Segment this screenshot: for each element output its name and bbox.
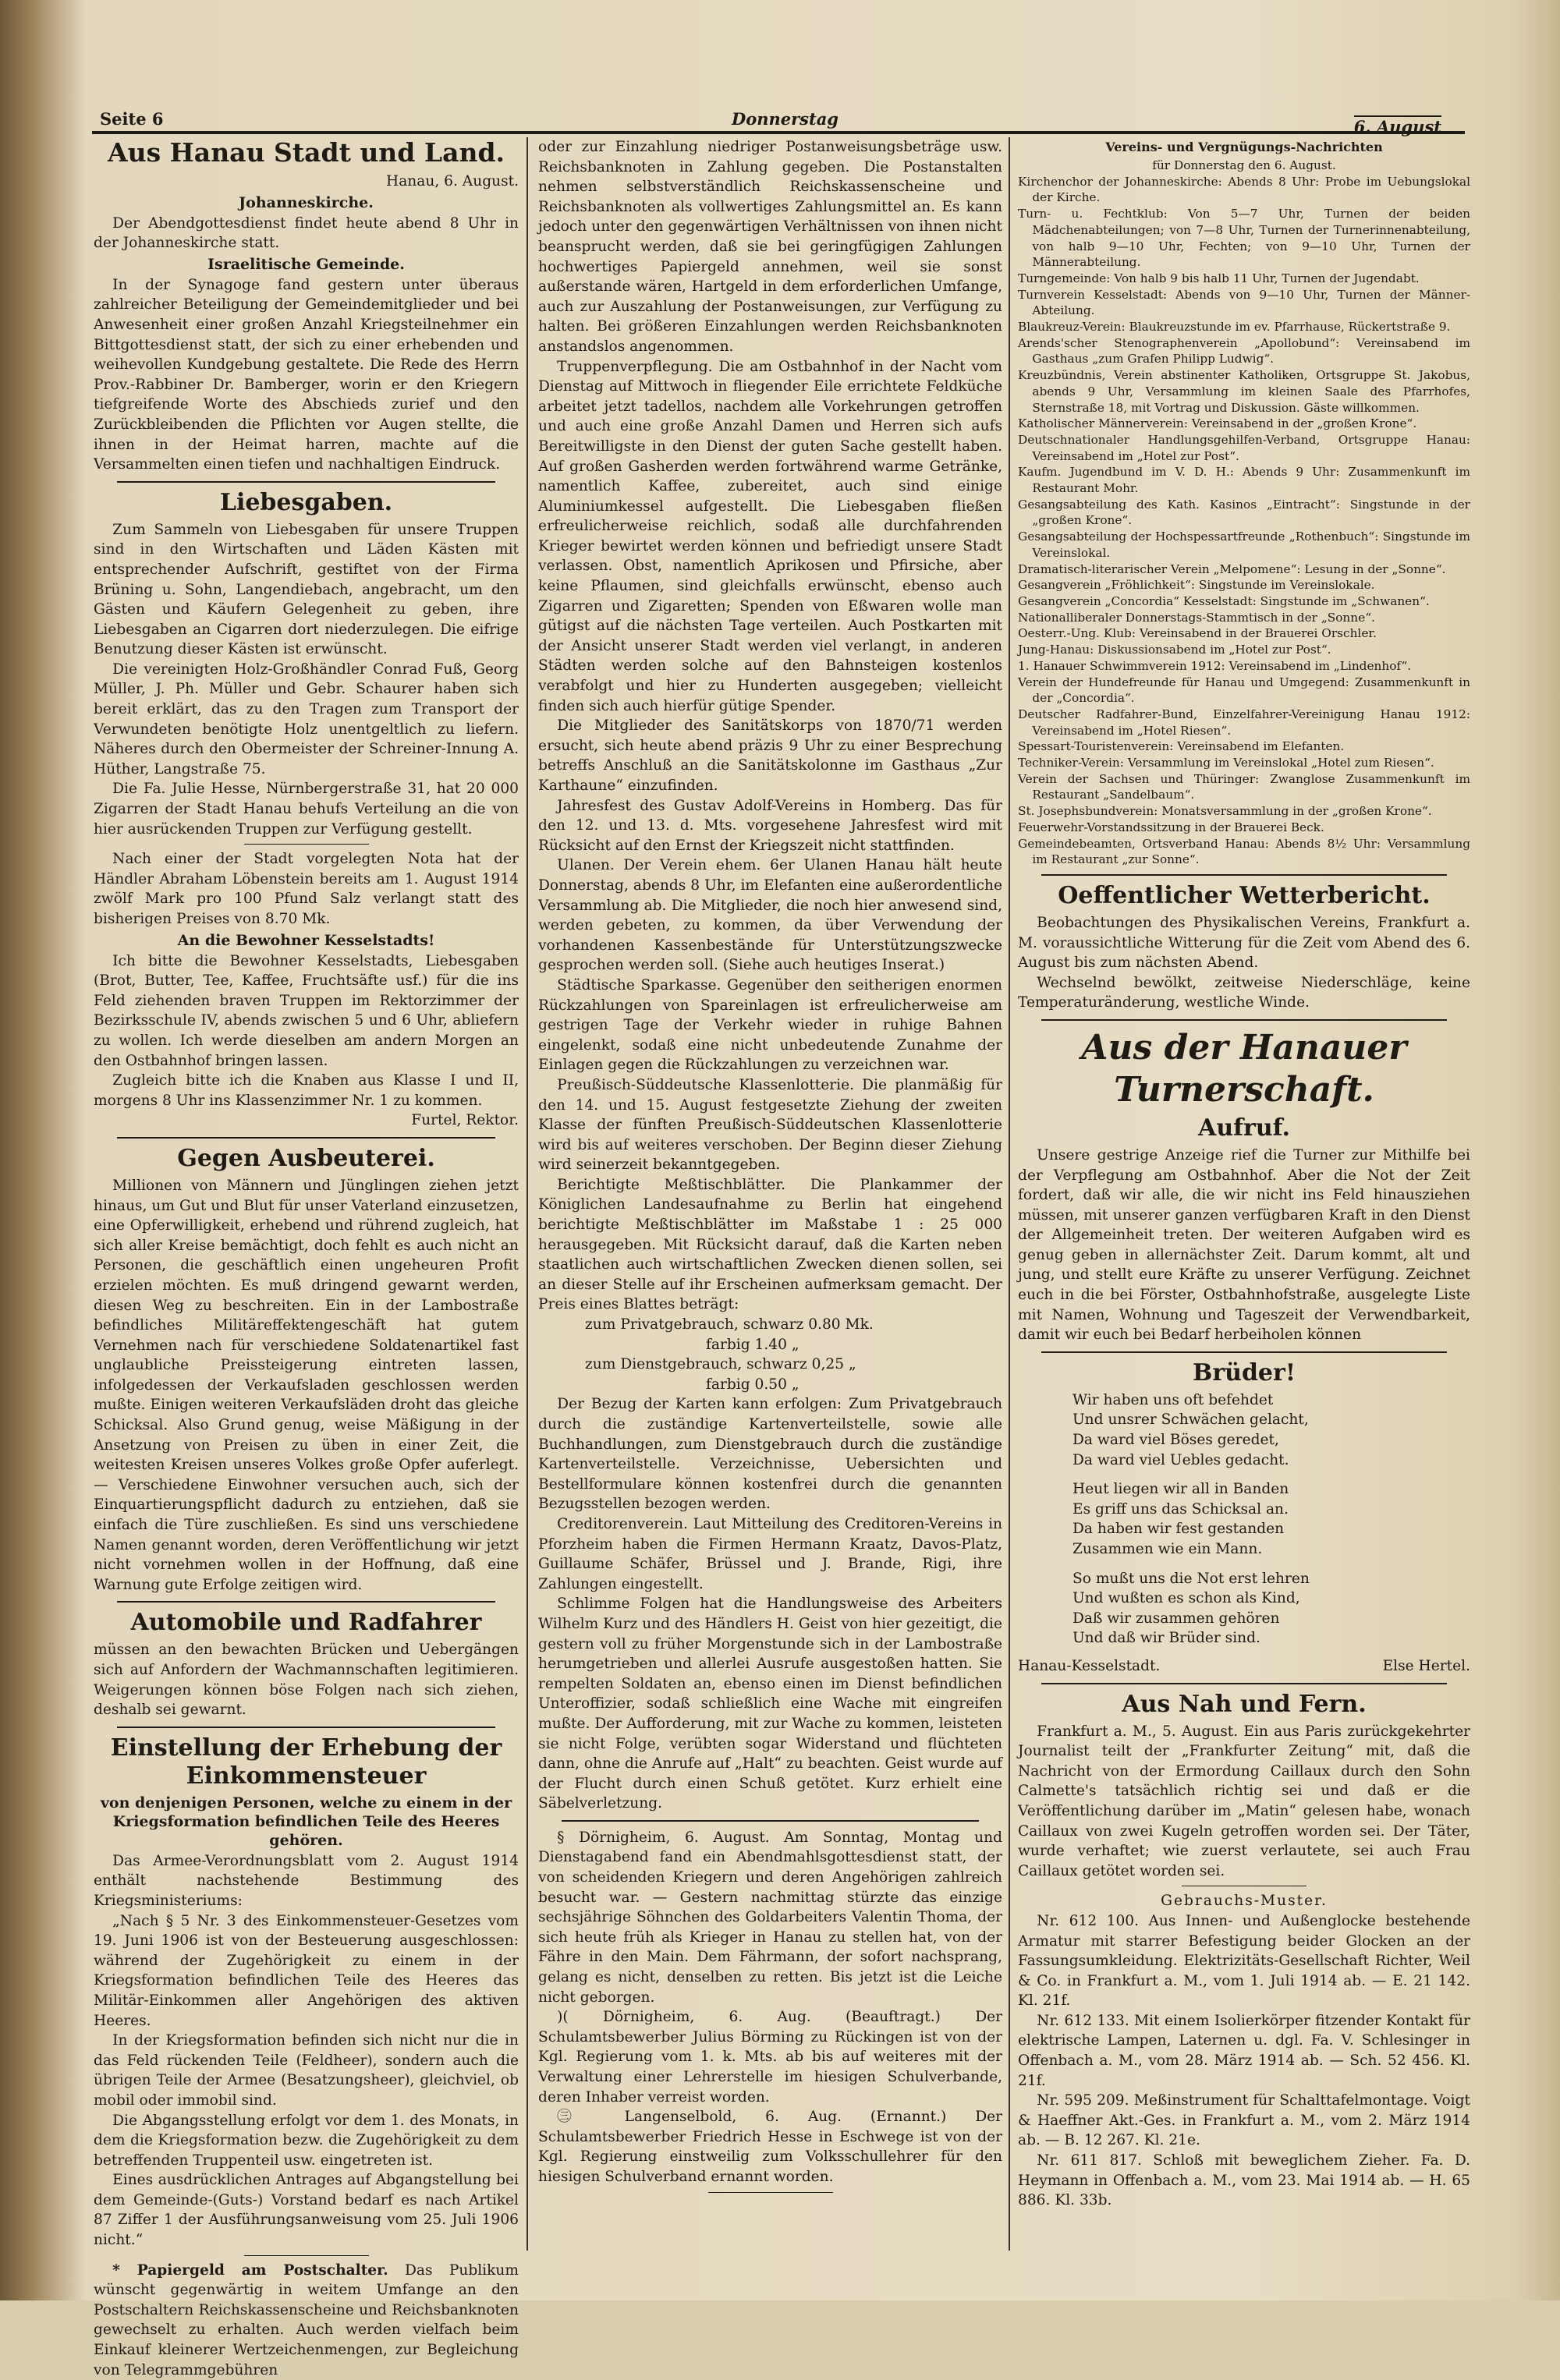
article-heading: Gegen Ausbeuterei. (177, 1144, 435, 1172)
article-text: Eines ausdrücklichen Antrages auf Abgangstellung bei dem Gemeinde-(Guts-) Vorstand bedarf es nach Artikel 87 Ziffer 1 der Ausführungsanweisung vom 25. Juli 1906 nicht.“ (94, 2172, 519, 2249)
club-listing-item: Gesangsabteilung der Hochspessartfreunde „Rothenbuch“: Singstunde im Vereinslokal. (1018, 529, 1470, 560)
poem-line: Und wußten es schon als Kind, (1072, 1590, 1300, 1607)
article-text: Unsere gestrige Anzeige rief die Turner zur Mithilfe bei der Verpflegung am Ostbahnhof. Aber die Not der Zeit fordert, daß wir alle, die wir nicht ins Feld hinausziehen müssen, mit unserer ganzen verfügbaren Kraft in den Dienst der Allgemeinheit treten. Der weiteren Aufgaben wird es genug geben in allernächster Zeit. Darum kommt, alt und jung, und stellt eure Kräfte zu unserer Verfügung. Zeichnet euch in die bei Förster, Ostbahnhofstraße, ausgelegte Liste mit Namen, Wohnung und Tageszeit der Verwendbarkeit, damit wir euch bei Bedarf herbeiholen können (1018, 1146, 1470, 1344)
divider (562, 1820, 979, 1822)
poem-line: Zusammen wie ein Mann. (1072, 1541, 1263, 1557)
article-text: In der Synagoge fand gestern unter überaus zahlreicher Beteiligung der Gemeindemitglieder und bei Anwesenheit einer großen Anzahl Kriegsteilnehmer ein Bittgottesdienst statt, der sich zu einer erhebenden und weihevollen Kundgebung gestaltete. Die Rede des Herrn Prov.-Rabbiner Dr. Bamberger, worin er den Kriegern tiefgreifende Worte des Abschieds zurief und den Zurückbleibenden die Pflichten vor Augen stellte, die ihnen in der Heimat harren, machte auf die Versammelten einen tiefen und nachhaltigen Eindruck. (94, 276, 519, 473)
header-rule (92, 131, 1465, 134)
club-listings (1018, 174, 1470, 868)
article-text: müssen an den bewachten Brücken und Uebergängen sich auf Anfordern der Wachmannschaften legitimieren. Weigerungen können böse Folgen nach sich ziehen, deshalb sei gewarnt. (94, 1642, 519, 1719)
article-text: Zugleich bitte ich die Knaben aus Klasse I und II, morgens 8 Uhr ins Klassenzimmer Nr. 1 zu kommen. (94, 1072, 519, 1109)
club-listing-item: Blaukreuz-Verein: Blaukreuzstunde im ev. Pfarrhause, Rückertstraße 9. (1018, 320, 1451, 335)
article-body: Das Publikum wünscht gegenwärtig in weitem Umfange an den Postschaltern Reichskassenscheine und Reichsbanknoten gewechselt zu erhalten. Auch werden vielfach beim Einkauf kleinerer Wertzeichenmengen, zur Begleichung von Telegrammgebühren (94, 2261, 519, 2378)
poem-footer (1018, 1656, 1470, 1677)
patent-listing-item: Nr. 595 209. Meßinstrument für Schalttafelmontage. Voigt & Haeffner Akt.-Ges. in Frankfurt a. M., vom 2. März 1914 ab. — B. 12 267. Kl. 21e. (1018, 2092, 1470, 2149)
article-text: oder zur Einzahlung niedriger Postanweisungsbeträge usw. Reichsbanknoten in Zahlung gegeben. Die Postanstalten nehmen selbstverständlich Reichskassenscheine und Reichsbanknoten als vollwertiges Zahlungsmittel an. Es kann jedoch unter den gegenwärtigen Verhältnissen von ihnen nicht beansprucht werden, daß sie bei geringfügigen Zahlungen hochwertiges Papiergeld annehmen, weil sie sonst außerstande wären, Hartgeld in dem erforderlichen Umfange, auch zur Auszahlung der Postanweisungen, zur Verfügung zu halten. Bei größeren Einzahlungen werden Reichsbanknoten anstandslos angenommen. (538, 139, 1002, 355)
section-title: Aus Hanau Stadt und Land. (107, 137, 505, 168)
patent-listing-item: Nr. 611 817. Schloß mit beweglichem Zieher. Fa. D. Heymann in Offenbach a. M., vom 23. Mai 1914 ab. — H. 65 886. Kl. 33b. (1018, 2152, 1470, 2209)
poem-author: Else Hertel. (1382, 1657, 1470, 1674)
club-listing-item: Arends'scher Stenographenverein „Apollobund“: Vereinsabend im Gasthaus „zum Grafen Philipp Ludwig“. (1018, 335, 1470, 367)
article-text: Frankfurt a. M., 5. August. Ein aus Paris zurückgekehrter Journalist teilt der „Frankfurter Zeitung“ mit, daß die Nachricht von der Ermordung Caillaux durch den Sohn Calmette's tatsächlich richtig sei und daß er die Veröffentlichung darüber im „Matin“ gelesen habe, wonach Caillaux von zwei Kugeln getroffen worden sei. Der Täter, wurde verhaftet; wie zuerst verlautete, sei auch Frau Caillaux getötet worden sei. (1018, 1723, 1470, 1879)
weekday: Donnerstag (732, 109, 838, 129)
club-listing-item: Deutscher Radfahrer-Bund, Einzelfahrer-Vereinigung Hanau 1912: Vereinsabend im „Hotel Riesen“. (1018, 707, 1470, 738)
stanza-break (1018, 1470, 1470, 1479)
article-lead: * Papiergeld am Postschalter. (112, 2261, 388, 2279)
patent-listings (1018, 1911, 1470, 2211)
divider (117, 481, 495, 483)
divider (117, 1727, 495, 1728)
club-listing-item: Dramatisch-literarischer Verein „Melpomene“: Lesung in der „Sonne“. (1018, 561, 1446, 576)
divider (708, 2192, 833, 2193)
article-text: Nach einer der Stadt vorgelegten Nota hat der Händler Abraham Löbenstein bereits am 1. August 1914 zwölf Mark pro 100 Pfund Salz verlangt statt des bisherigen Preises von 8.70 Mk. (94, 851, 519, 927)
price-line: zum Privatgebrauch, schwarz 0.80 Mk. (585, 1316, 874, 1333)
club-listing-item: Nationalliberaler Donnerstags-Stammtisch in der „Sonne“. (1018, 610, 1375, 625)
article-text (94, 2261, 519, 2380)
article-heading: Liebesgaben. (219, 488, 393, 516)
article-text: Berichtigte Meßtischblätter. Die Plankammer der Königlichen Landesaufnahme zu Berlin hat eingehend berichtigte Meßtischblätter im Maßstabe 1 : 25 000 herausgegeben. Mit Rücksicht darauf, daß die Karten neben staatlichen auch wirtschaftlichen Zwecken dienen sollen, sei an dieser Stelle auf ihr Erscheinen aufmerksam gemacht. Der Preis eines Blattes beträgt: (538, 1176, 1002, 1313)
poem-line: Da haben wir fest gestanden (1072, 1521, 1285, 1538)
article-text: Die Mitglieder des Sanitätskorps von 1870/71 werden ersucht, sich heute abend präzis 9 Uhr zu einer Besprechung betreffs Anschluß an die Sanitätskolonne im Gasthaus „Zur Karthaune“ einzufinden. (538, 717, 1002, 794)
article-text: )( Dörnigheim, 6. Aug. (Beauftragt.) Der Schulamtsbewerber Julius Börming zu Rückingen ist von der Kgl. Regierung vom 1. k. Mts. ab bis auf weiteres mit der Verwaltung einer Lehrerstelle im hiesigen Schulverbande, deren Inhaber verreist worden. (538, 2009, 1002, 2106)
article-text: Die Fa. Julie Hesse, Nürnbergerstraße 31, hat 20 000 Zigarren der Stadt Hanau behufs Verteilung an die von hier ausrückenden Truppen zur Verfügung gestellt. (94, 781, 519, 838)
article-heading: Oeffentlicher Wetterbericht. (1058, 881, 1431, 909)
article-text: „Nach § 5 Nr. 3 des Einkommensteuer-Gesetzes vom 19. Juni 1906 ist von der Besteuerung ausgeschlossen: während der Zugehörigkeit zu einem in der Kriegsformation befindlichen Teile des Heeres das Militär-Einkommen aller Angehörigen des aktiven Heeres. (94, 1912, 519, 2029)
divider (244, 844, 369, 845)
article-text: Jahresfest des Gustav Adolf-Vereins in Homberg. Das für den 12. und 13. d. Mts. vorgesehene Jahresfest wird mit Rücksicht auf den Ernst der Kriegszeit nicht stattfinden. (538, 797, 1002, 854)
article-heading: Automobile und Radfahrer (130, 1609, 482, 1637)
poem-line: So mußt uns die Not erst lehren (1072, 1570, 1310, 1587)
column-3 (1018, 137, 1470, 2262)
club-listing-item: Verein der Sachsen und Thüringer: Zwanglose Zusammenkunft im Restaurant „Sandelbaum“. (1018, 771, 1470, 802)
divider (1041, 1351, 1447, 1353)
article-text: Schlimme Folgen hat die Handlungsweise des Arbeiters Wilhelm Kurz und des Händlers H. Geist von hier gezeitigt, die gestern voll zu früher Morgenstunde sich in der Lambostraße herumgetrieben und allerlei Ausrufe ausgestoßen hatten. Sie rempelten Soldaten an, ebenso einen im Dienst befindlichen Unteroffizier, sodaß schließlich eine Wache mit eingreifen mußte. Der Aufforderung, mit zur Wache zu kommen, leisteten sie nicht Folge, verübten sogar Widerstand und flüchteten dann, ohne die Anrufe auf „Halt“ zu beachten. Geist wurde auf der Flucht durch einen Schuß getötet. Kurz erhielt eine Säbelverletzung. (538, 1596, 1002, 1812)
article-text: Preußisch-Süddeutsche Klassenlotterie. Die planmäßig für den 14. und 15. August festgesetzte Ziehung der zweiten Klasse der fünften Preußisch-Süddeutschen Klassenlotterie wird bis auf weiteres verschoben. Der Beginn dieser Ziehung wird seinerzeit bekanntgegeben. (538, 1076, 1002, 1174)
divider (117, 1137, 495, 1139)
article-heading: Gebrauchs-Muster. (1161, 1893, 1328, 1910)
poem-line: Und unsrer Schwächen gelacht, (1072, 1411, 1309, 1429)
article-text: Der Bezug der Karten kann erfolgen: Zum Privatgebrauch durch die zuständige Kartenverteilstelle, sowie alle Buchhandlungen, zum Dienstgebrauch durch die zuständige Kartenverteilstelle. Verzeichnisse, Uebersichten und Bestellformulare können kostenfrei durch die genannten Bezugsstellen bezogen werden. (538, 1396, 1002, 1513)
article-text: Millionen von Männern und Jünglingen ziehen jetzt hinaus, um Gut und Blut für unser Vaterland einzusetzen, eine Opferwilligkeit, erhebend und rührend zugleich, hat sich aller Kreise bemächtigt, doch fehlt es auch nicht an Personen, die geschäftlich einen ungeheuren Profit erzielen möchten. Es muß dringend gewarnt werden, diesen Weg zu beschreiten. Ein in der Lambostraße befindliches Militäreffektengeschäft hat gutem Vernehmen nach für verschiedene Soldatenartikel fast unglaubliche Preissteigerung eintreten lassen, infolgedessen der Verkaufsladen geschlossen werden mußte. Einigen weiteren Verkaufsläden droht das gleiche Schicksal. Also Grund genug, weise Mäßigung in der Ansetzung von Preisen zu üben in einer Zeit, die weitesten Kreisen unseres Volkes große Opfer auferlegt. — Verschiedene Einwohner versuchen auch, sich der Einquartierungspflicht dadurch zu entziehen, daß sie einfach die Türe zuschließen. Es sind uns verschiedene Namen genannt worden, deren Veröffentlichung wir jetzt nicht vornehmen wollen in der Hoffnung, daß eine Warnung gute Erfolge zeitigen wird. (94, 1177, 519, 1593)
article-heading: Einstellung der Erhebung der Einkommensteuer (110, 1734, 502, 1790)
poem-title: Brüder! (1192, 1358, 1296, 1387)
club-listing-item: Kreuzbündnis, Verein abstinenter Katholiken, Ortsgruppe St. Jakobus, abends 9 Uhr, Versammlung im kleinen Saale des Pfarrhofes, Sternstraße 18, mit Vortrag und Diskussion. Gäste willkommen. (1018, 368, 1470, 415)
article-text: Die vereinigten Holz-Großhändler Conrad Fuß, Georg Müller, J. Ph. Müller und Gebr. Schaurer haben sich bereit erklärt, das zu den Tragen zum Transport der Verwundeten benötigte Holz unentgeltlich zu liefern. Näheres durch den Obermeister der Schreiner-Innung A. Hüther, Langstraße 75. (94, 661, 519, 777)
article-text: Ulanen. Der Verein ehem. 6er Ulanen Hanau hält heute Donnerstag, abends 8 Uhr, im Elefanten eine außerordentliche Versammlung ab. Die Mitglieder, die noch hier anwesend sind, werden gebeten, zu kommen, da über Verwendung der vorhandenen Kassenbestände für Unterstützungszwecke gesprochen werden soll. (Siehe auch heutiges Inserat.) (538, 857, 1002, 974)
poem-place: Hanau-Kesselstadt. (1018, 1657, 1161, 1674)
price-line: zum Dienstgebrauch, schwarz 0,25 „ (585, 1356, 856, 1373)
article-subheading: Aufruf. (1198, 1114, 1290, 1142)
article-heading: An die Bewohner Kesselstadts! (177, 931, 435, 949)
poem-line: Und daß wir Brüder sind. (1072, 1630, 1260, 1647)
article-text: ㊂ Langenselbold, 6. Aug. (Ernannt.) Der Schulamtsbewerber Friedrich Hesse in Eschwege ist von der Kgl. Regierung einstweilig zum Volksschullehrer für den hiesigen Schulverband ernannt worden. (538, 2109, 1002, 2185)
article-heading: Aus Nah und Fern. (1122, 1690, 1367, 1718)
poem-line: Da ward viel Uebles gedacht. (1072, 1451, 1289, 1468)
page-number: Seite 6 (100, 109, 164, 129)
article-subheading: für Donnerstag den 6. August. (1152, 158, 1336, 172)
column-1 (94, 137, 519, 2378)
page-header (92, 109, 1465, 136)
club-listing-item: St. Josephsbundverein: Monatsversammlung in der „großen Krone“. (1018, 804, 1432, 819)
club-listing-item: Gesangverein „Concordia“ Kesselstadt: Singstunde im „Schwanen“. (1018, 593, 1430, 608)
signature: Furtel, Rektor. (411, 1112, 519, 1129)
issue-date: 6. August (1353, 117, 1441, 136)
article-text: Truppenverpflegung. Die am Ostbahnhof in der Nacht vom Dienstag auf Mittwoch in fliegender Eile errichtete Feldküche arbeitet jetzt tadellos, nachdem alle Vorkehrungen getroffen und auch eine große Anzahl Damen und Herren sich aufs Bereitwilligste in den Dienst der guten Sache gestellt haben. Auf großen Gasherden werden fortwährend warme Getränke, namentlich Kaffee, zubereitet, auch sind einige Aluminiumkessel aufgestellt. Die Liebesgaben fließen erfreulicherweise reichlich, sodaß alle durchfahrenden Krieger bewirtet werden können und befriedigt unsere Stadt verlassen. Obst, namentlich Aprikosen und Pfirsiche, aber keine Pflaumen, sind gleichfalls erwünscht, ebenso auch Zigarren und Zigaretten; Spenden von Eßwaren wolle man gütigst auf die nächsten Tage verteilen. Auch Postkarten mit der Ansicht unserer Stadt werden viel verlangt, in anderen Städten werden solche auf den Bahnsteigen kostenlos verabfolgt und hier zu Hunderten ausgegeben; vielleicht finden sich auch hierfür gütige Spender. (538, 358, 1002, 714)
poem-line: Heut liegen wir all in Banden (1072, 1481, 1289, 1498)
club-listing-item: Turn- u. Fechtklub: Von 5—7 Uhr, Turnen der beiden Mädchenabteilungen; von 7—8 Uhr, Turnen der Turnerinnenabteilung, von halb 9—10 Uhr, Fechten; von 9—10 Uhr, Turnen der Männerabteilung. (1018, 207, 1470, 270)
article-text: Städtische Sparkasse. Gegenüber den seitherigen enormen Rückzahlungen von Spareinlagen ist erfreulicherweise am gestrigen Tage der Verkehr wieder in ruhige Bahnen eingelenkt, sodaß eine nicht unbedeutende Zunahme der Einlagen gegen die Rückzahlungen zu verzeichnen war. (538, 976, 1002, 1074)
divider (117, 1601, 495, 1603)
price-line: farbig 0.50 „ (706, 1376, 800, 1393)
club-listing-item: Kaufm. Jugendbund im V. D. H.: Abends 9 Uhr: Zusammenkunft im Restaurant Mohr. (1018, 465, 1470, 496)
club-listing-item: Feuerwehr-Vorstandssitzung in der Brauerei Beck. (1018, 820, 1324, 834)
club-listing-item: Kirchenchor der Johanneskirche: Abends 8 Uhr: Probe im Uebungslokal der Kirche. (1018, 174, 1470, 205)
divider (1041, 1683, 1447, 1684)
article-heading: Johanneskirche. (239, 193, 374, 211)
article-text: Wechselnd bewölkt, zeitweise Niederschläge, keine Temperaturänderung, westliche Winde. (1018, 974, 1470, 1011)
poem-line: Da ward viel Böses geredet, (1072, 1432, 1279, 1449)
poem-line: Wir haben uns oft befehdet (1072, 1391, 1274, 1408)
divider (1041, 1019, 1447, 1021)
club-listing-item: Katholischer Männerverein: Vereinsabend in der „großen Krone“. (1018, 416, 1417, 431)
club-listing-item: Gesangverein „Fröhlichkeit“: Singstunde im Vereinslokale. (1018, 578, 1375, 593)
patent-listing-item: Nr. 612 100. Aus Innen- und Außenglocke bestehende Armatur mit starrer Befestigung beider Glocken an der Fassungsumkleidung. Elektrizitäts-Gesellschaft Richter, Weil & Co. in Frankfurt a. M., vom 1. Juli 1914 ab. — E. 21 142. Kl. 21f. (1018, 1912, 1470, 2010)
article-heading: Vereins- und Vergnügungs-Nachrichten (1105, 140, 1383, 154)
column-2 (538, 137, 1002, 2262)
article-heading: Aus der Hanauer Turnerschaft. (1081, 1027, 1407, 1110)
divider (1041, 874, 1447, 876)
club-listing-item: Gemeindebeamten, Ortsverband Hanau: Abends 8½ Uhr: Versammlung im Restaurant „zur Sonne“. (1018, 836, 1470, 867)
article-text: Die Abgangsstellung erfolgt vor dem 1. des Monats, in dem die Kriegsformation bezw. die Zugehörigkeit zu dem betreffenden Truppenteil usw. eingetreten ist. (94, 2112, 519, 2169)
club-listing-item: 1. Hanauer Schwimmverein 1912: Vereinsabend im „Lindenhof“. (1018, 658, 1412, 673)
club-listing-item: Turnverein Kesselstadt: Abends von 9—10 Uhr, Turnen der Männer-Abteilung. (1018, 287, 1470, 318)
poem-line: Es griff uns das Schicksal an. (1072, 1500, 1289, 1518)
club-listing-item: Deutschnationaler Handlungsgehilfen-Verband, Ortsgruppe Hanau: Vereinsabend im „Hotel zur Post“. (1018, 432, 1470, 463)
divider (244, 2255, 369, 2256)
club-listing-item: Jung-Hanau: Diskussionsabend im „Hotel zur Post“. (1018, 643, 1331, 657)
stanza-break (1018, 1560, 1470, 1569)
price-line: farbig 1.40 „ (706, 1336, 800, 1353)
article-text: Der Abendgottesdienst findet heute abend 8 Uhr in der Johanneskirche statt. (94, 214, 519, 252)
article-subheading: von denjenigen Personen, welche zu einem in der Kriegsformation befindlichen Teile des Heeres gehören. (100, 1794, 512, 1849)
dateline: Hanau, 6. August. (385, 173, 519, 189)
club-listing-item: Oesterr.-Ung. Klub: Vereinsabend in der Brauerei Orschler. (1018, 626, 1377, 641)
club-listing-item: Techniker-Verein: Versammlung im Vereinslokal „Hotel zum Riesen“. (1018, 756, 1434, 770)
article-text: Zum Sammeln von Liebesgaben für unsere Truppen sind in den Wirtschaften und Läden Kästen mit entsprechender Aufschrift, gestiftet von der Firma Brüning u. Sohn, Langendiebach, angebracht, um den Gästen und Käufern Gelegenheit zu geben, ihre Liebesgaben an Cigarren dort niederzulegen. Die eifrige Benutzung dieser Kästen ist erwünscht. (94, 521, 519, 658)
club-listing-item: Spessart-Touristenverein: Vereinsabend im Elefanten. (1018, 739, 1345, 754)
club-listing-item: Verein der Hundefreunde für Hanau und Umgegend: Zusammenkunft in der „Concordia“. (1018, 675, 1470, 706)
poem-line: Daß wir zusammen gehören (1072, 1610, 1280, 1627)
article-heading: Israelitische Gemeinde. (207, 255, 405, 273)
column-separator (1009, 137, 1010, 2251)
article-text: In der Kriegsformation befinden sich nicht nur die in das Feld rückenden Teile (Feldheer), sondern auch die übrigen Teile der Armee (Besatzungsheer), gleichviel, ob mobil oder immobil sind. (94, 2032, 519, 2109)
article-text: Beobachtungen des Physikalischen Vereins, Frankfurt a. M. voraussichtliche Witterung für die Zeit vom Abend des 6. August bis zum nächsten Abend. (1018, 914, 1470, 972)
article-text: § Dörnigheim, 6. August. Am Sonntag, Montag und Dienstagabend fand ein Abendmahlsgottesdienst statt, der von scheidenden Kriegern und deren Angehörigen zahlreich besucht war. — Gestern nachmittag stürzte das einzige sechsjährige Söhnchen des Goldarbeiters Valentin Thoma, der sich heute früh als Krieger in Hanau zu stellen hat, von der Fähre in den Main. Dem Fährmann, der sofort nachsprang, gelang es nicht, denselben zu retten. Bis jetzt ist die Leiche nicht geborgen. (538, 1829, 1002, 2006)
article-text: Das Armee-Verordnungsblatt vom 2. August 1914 enthält nachstehende Bestimmung des Kriegsministeriums: (94, 1852, 519, 1909)
column-separator (526, 137, 528, 2251)
patent-listing-item: Nr. 612 133. Mit einem Isolierkörper fitzender Kontakt für elektrische Lampen, Laternen u. dgl. Fa. V. Schlesinger in Offenbach a. M., vom 28. März 1914 ab. — Sch. 52 456. Kl. 21f. (1018, 2012, 1470, 2089)
article-text: Ich bitte die Bewohner Kesselstadts, Liebesgaben (Brot, Butter, Tee, Kaffee, Fruchtsäfte usf.) für die ins Feld ziehenden braven Truppen im Rektorzimmer der Bezirksschule IV, abends zwischen 5 und 6 Uhr, abliefern zu wollen. Ich werde dieselben am andern Morgen an den Ostbahnhof bringen lassen. (94, 952, 519, 1069)
article-text: Creditorenverein. Laut Mitteilung des Creditoren-Vereins in Pforzheim haben die Firmen Hermann Kraatz, Davos-Platz, Guillaume Schäfer, Brüssel und J. Brande, Rigi, ihre Zahlungen eingestellt. (538, 1515, 1002, 1592)
poem (1018, 1390, 1470, 1649)
club-listing-item: Turngemeinde: Von halb 9 bis halb 11 Uhr, Turnen der Jugendabt. (1018, 271, 1420, 285)
club-listing-item: Gesangsabteilung des Kath. Kasinos „Eintracht“: Singstunde in der „großen Krone“. (1018, 497, 1470, 528)
